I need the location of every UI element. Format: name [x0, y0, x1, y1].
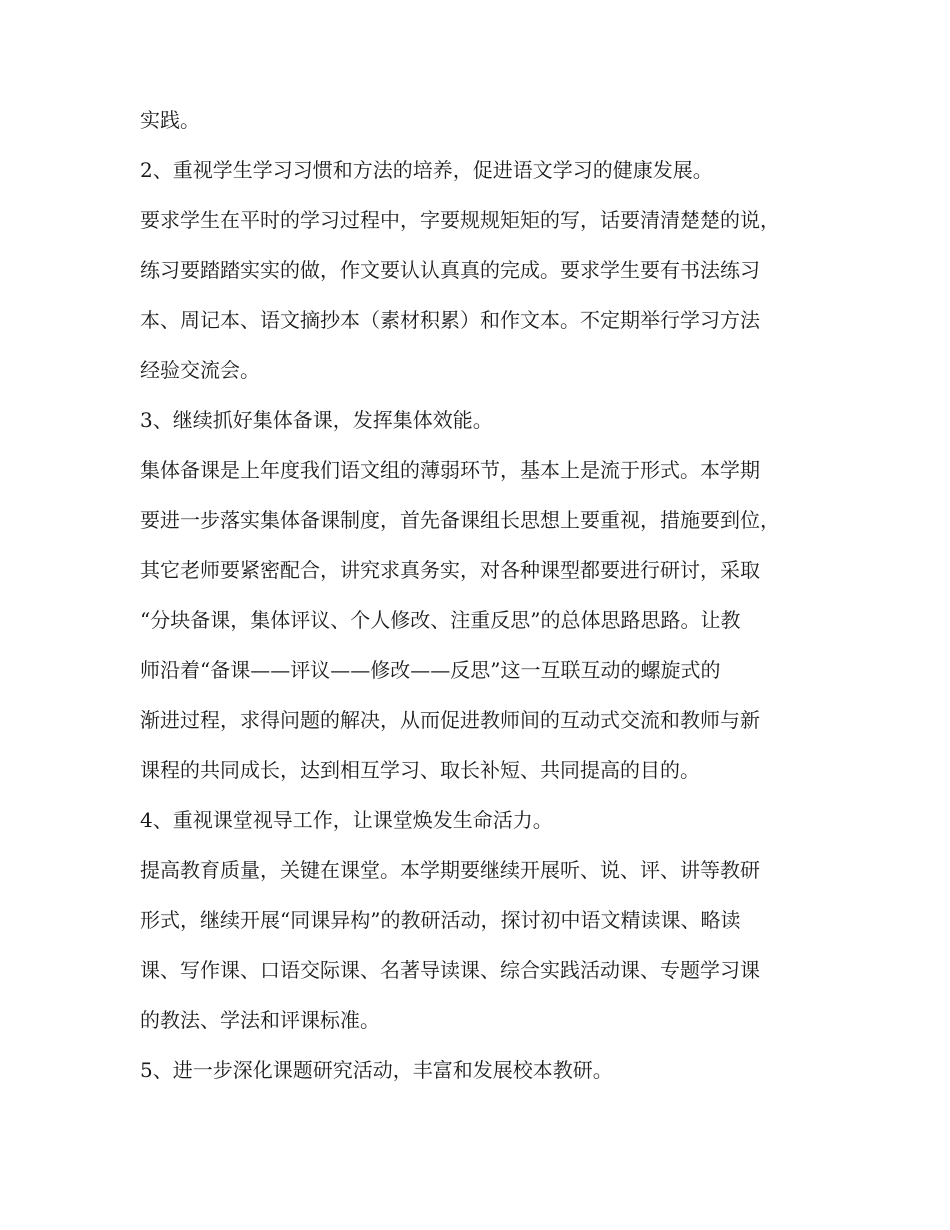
body-text-line: 师沿着“备课——评议——修改——反思”这一互联互动的螺旋式的	[140, 658, 721, 682]
section-heading: 2、重视学生学习习惯和方法的培养，促进语文学习的健康发展。	[140, 158, 713, 182]
body-text-line: “分块备课，集体评议、个人修改、注重反思”的总体思路思路。让教	[140, 608, 741, 632]
section-heading: 3、继续抓好集体备课，发挥集体效能。	[140, 408, 493, 432]
body-text-line: 实践。	[140, 108, 200, 132]
section-heading: 5、进一步深化课题研究活动，丰富和发展校本教研。	[140, 1058, 613, 1082]
body-text-line: 提高教育质量，关键在课堂。本学期要继续开展听、说、评、讲等教研	[140, 858, 760, 882]
body-text-line: 课程的共同成长，达到相互学习、取长补短、共同提高的目的。	[140, 758, 700, 782]
body-text-line: 其它老师要紧密配合，讲究求真务实，对各种课型都要进行研讨，采取	[140, 558, 760, 582]
body-text-line: 要求学生在平时的学习过程中，字要规规矩矩的写，话要清清楚楚的说，	[140, 208, 780, 232]
body-text-line: 练习要踏踏实实的做，作文要认认真真的完成。要求学生要有书法练习	[140, 258, 760, 282]
body-text-line: 形式，继续开展“同课异构”的教研活动，探讨初中语文精读课、略读	[140, 908, 741, 932]
section-heading: 4、重视课堂视导工作，让课堂焕发生命活力。	[140, 808, 553, 832]
body-text-line: 课、写作课、口语交际课、名著导读课、综合实践活动课、专题学习课	[140, 958, 760, 982]
body-text-line: 的教法、学法和评课标准。	[140, 1008, 380, 1032]
body-text-line: 经验交流会。	[140, 358, 260, 382]
body-text-line: 要进一步落实集体备课制度，首先备课组长思想上要重视，措施要到位，	[140, 508, 780, 532]
body-text-line: 本、周记本、语文摘抄本（素材积累）和作文本。不定期举行学习方法	[140, 308, 760, 332]
body-text-line: 集体备课是上年度我们语文组的薄弱环节，基本上是流于形式。本学期	[140, 458, 760, 482]
body-text-line: 渐进过程，求得问题的解决，从而促进教师间的互动式交流和教师与新	[140, 708, 760, 732]
